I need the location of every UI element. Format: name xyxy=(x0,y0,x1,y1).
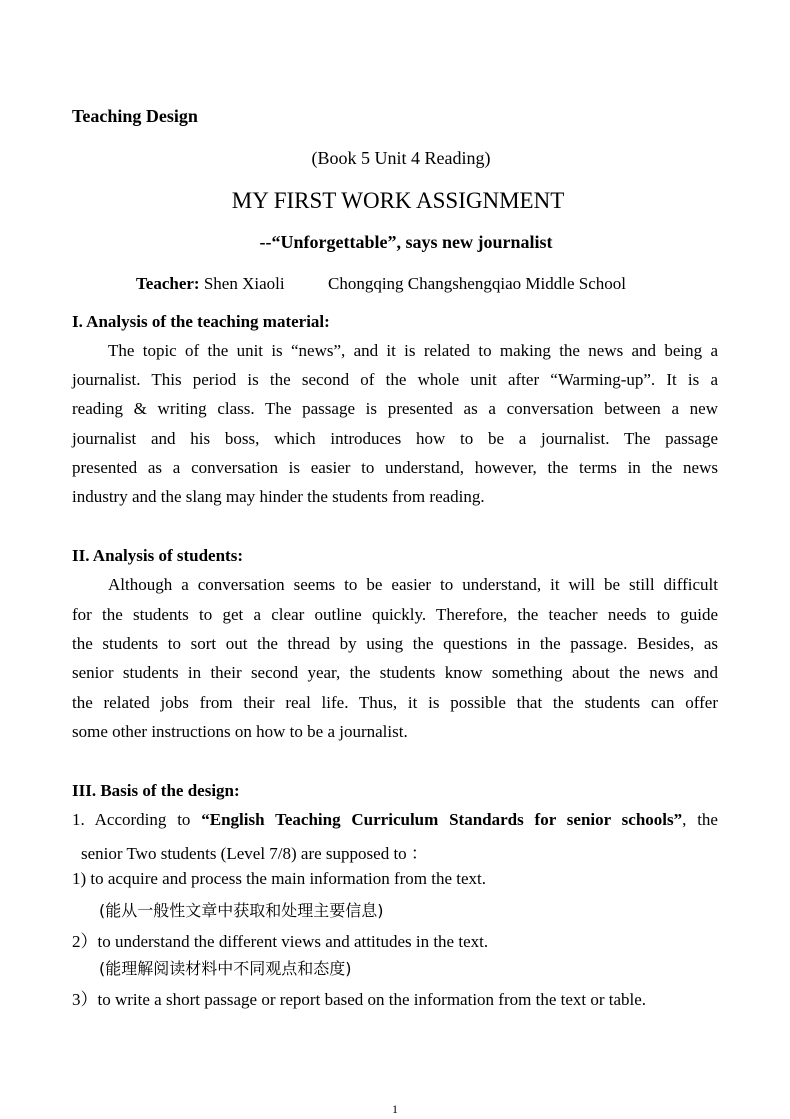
objective-2: 2）to understand the different views and attitudes in the text. xyxy=(72,932,489,951)
section1-line: journalist and his boss, which introduces how to be a journalist. The passage xyxy=(72,429,718,448)
page-subtitle: --“Unforgettable”, says new journalist xyxy=(259,232,553,252)
page-number: 1 xyxy=(392,1102,398,1116)
teacher-label: Teacher: xyxy=(136,274,200,293)
school-name: Chongqing Changshengqiao Middle School xyxy=(328,274,626,293)
section1-heading: I. Analysis of the teaching material: xyxy=(72,312,330,331)
section2-line: Although a conversation seems to be easier to understand, it will be still difficult xyxy=(108,575,718,594)
basis-item-1 xyxy=(72,810,718,830)
basis-item-1-suffix: , the xyxy=(682,810,718,829)
basis-item-1-prefix: 1. According to xyxy=(72,810,202,829)
objective-1: 1) to acquire and process the main information from the text. xyxy=(72,869,487,888)
section2-line: for the students to get a clear outline quickly. Therefore, the teacher needs to guide xyxy=(72,605,718,624)
section2-line: the students to sort out the thread by using the questions in the passage. Besides, as xyxy=(72,634,718,653)
objective-1-chinese: (能从一般性文章中获取和处理主要信息) xyxy=(99,901,384,920)
doc-type-label: Teaching Design xyxy=(72,106,198,126)
section1-line: reading & writing class. The passage is presented as a conversation between a new xyxy=(72,399,718,418)
section2-line: senior students in their second year, the students know something about the news and xyxy=(72,663,718,682)
section2-heading: II. Analysis of students: xyxy=(72,546,243,565)
section1-line: presented as a conversation is easier to understand, however, the terms in the news xyxy=(72,458,718,477)
section2-line: the related jobs from their real life. Thus, it is possible that the students can offer xyxy=(72,693,718,712)
section1-line: industry and the slang may hinder the students from reading. xyxy=(72,487,485,506)
page-title: MY FIRST WORK ASSIGNMENT xyxy=(231,188,565,213)
section1-line: The topic of the unit is “news”, and it is related to making the news and being a xyxy=(108,341,718,360)
section2-line: some other instructions on how to be a journalist. xyxy=(72,722,408,741)
teacher-name: Shen Xiaoli xyxy=(199,274,285,293)
basis-item-1-continuation: senior Two students (Level 7/8) are supposed to ： xyxy=(81,844,428,863)
teacher-line xyxy=(136,274,285,294)
curriculum-standard-title: “English Teaching Curriculum Standards for senior schools” xyxy=(201,810,683,829)
section3-heading: III. Basis of the design: xyxy=(72,781,240,800)
objective-2-chinese: (能理解阅读材料中不同观点和态度) xyxy=(99,959,352,978)
objective-3: 3）to write a short passage or report based on the information from the text or table. xyxy=(72,990,647,1009)
section1-line: journalist. This period is the second of the whole unit after “Warming-up”. It is a xyxy=(72,370,718,389)
book-info: (Book 5 Unit 4 Reading) xyxy=(311,148,491,168)
